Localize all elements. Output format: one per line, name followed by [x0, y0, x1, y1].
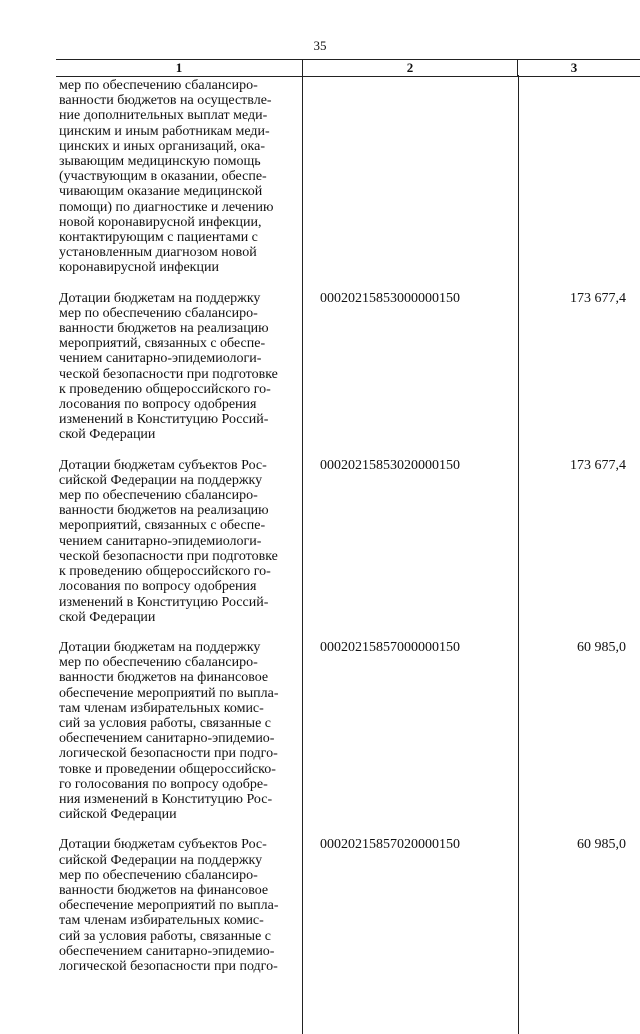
row-amount: 60 985,0 [577, 639, 626, 655]
table-row [56, 458, 640, 625]
row-code: 00020215857020000150 [320, 837, 460, 853]
table-row [56, 291, 640, 443]
row-amount: 173 677,4 [570, 290, 626, 306]
table-row [56, 78, 640, 276]
table-body [56, 78, 640, 974]
table-row [56, 837, 640, 974]
row-description: Дотации бюджетам субъектов Рос- сийской Федерации на поддержку мер по обеспечению сбалансиро- ванности бюджетов на финансовое обеспечение мероприятий по выпла- там членам избирательных комис- сий за условия работы, связанные с обеспечением санитарно-эпидемио- логической безопасности при подго- [59, 837, 279, 974]
row-amount [514, 78, 636, 276]
column-header-2: 2 [302, 60, 518, 76]
page-number: 35 [313, 38, 327, 53]
column-header-3: 3 [570, 60, 578, 75]
row-description: Дотации бюджетам субъектов Рос- сийской Федерации на поддержку мер по обеспечению сбалансиро- ванности бюджетов на реализацию мероприятий, связанных с обеспе- чением санитарно-эпидемиологи- ческой безопасности при подготовке к проведению общероссийского го- лосования по вопросу одобрения изменений в Конституцию Россий- ской Федерации [59, 457, 278, 625]
row-code: 00020215853020000150 [320, 457, 460, 473]
row-amount: 60 985,0 [577, 837, 626, 853]
row-description: Дотации бюджетам на поддержку мер по обеспечению сбалансиро- ванности бюджетов на реализацию мероприятий, связанных с обеспе- чением санитарно-эпидемиологи- ческой безопасности при подготовке к проведению общероссийского го- лосования по вопросу одобрения изменений в Конституцию Россий- ской Федерации [59, 290, 278, 443]
row-description: мер по обеспечению сбалансиро- ванности бюджетов на осуществле- ние дополнительных выплат меди- цинским и иным работникам меди- цинских и иных организаций, ока- зывающим медицинскую помощь (участвующим в оказании, обеспе- чивающим оказание медицинской помощи) по диагностике и лечению новой коронавирусной инфекции, контактирующим с пациентами с установленным диагнозом новой коронавирусной инфекции [59, 78, 274, 276]
column-header-1: 1 [175, 60, 183, 75]
table-row [56, 640, 640, 822]
row-amount: 173 677,4 [570, 457, 626, 473]
budget-table [56, 59, 640, 974]
row-code: 00020215853000000150 [320, 290, 460, 306]
row-code: 00020215857000000150 [320, 639, 460, 655]
table-header [56, 59, 640, 77]
row-code [302, 78, 514, 276]
row-description: Дотации бюджетам на поддержку мер по обеспечению сбалансиро- ванности бюджетов на финансовое обеспечение мероприятий по выпла- там членам избирательных комис- сий за условия работы, связанные с обеспечением санитарно-эпидемио- логической безопасности при подго- товке и проведении общероссийско- го голосования по вопросу одобре- ния изменений в Конституцию Рос- сийской Федерации [59, 639, 279, 823]
